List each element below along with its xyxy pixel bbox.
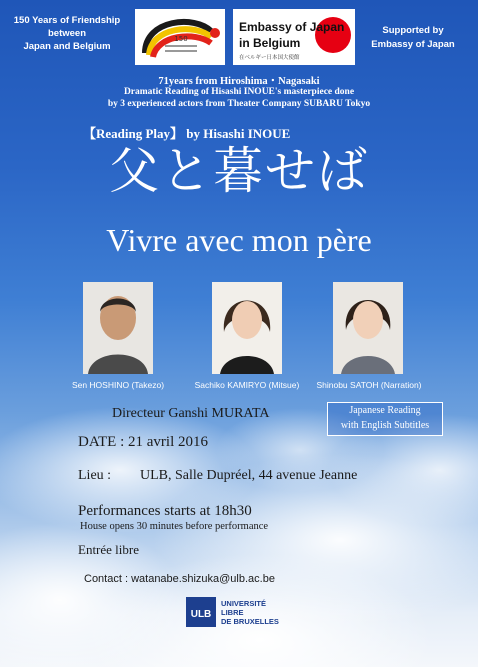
venue-value: ULB, Salle Dupréel, 44 avenue Jeanne [140, 468, 358, 483]
performance-time: Performances starts at 18h30 [78, 503, 252, 519]
anniversary-logo [135, 9, 225, 65]
supported-text [358, 24, 468, 52]
supported-line-2: Embassy of Japan [371, 39, 455, 50]
friendship-text [6, 14, 128, 53]
reading-subtitles-box [327, 402, 443, 436]
reading-box-line-1: Japanese Reading [349, 405, 421, 416]
reading-box-line-2: with English Subtitles [340, 420, 430, 431]
title-french: Vivre avec mon père [106, 222, 372, 258]
venue-label: Lieu : [78, 468, 112, 483]
entry-free: Entrée libre [78, 542, 139, 557]
embassy-logo [233, 9, 355, 65]
house-opens: House opens 30 minutes before performance [80, 521, 269, 532]
cast-photo-hoshino [83, 282, 153, 374]
cast-caption-1: Sen HOSHINO (Takezo) [71, 380, 165, 390]
subtitle-line-3: by 3 experienced actors from Theater Company SUBARU Tokyo [107, 99, 371, 109]
embassy-logo-line2: in Belgium [239, 36, 301, 50]
cast-caption-3: Shinobu SATOH (Narration) [316, 380, 422, 390]
title-japanese: 父と暮せば [109, 142, 369, 200]
contact-email[interactable]: Contact : watanabe.shizuka@ulb.ac.be [84, 573, 275, 585]
embassy-logo-jp: 在ベルギー日本国大使館 [239, 55, 300, 61]
cast-caption-2: Sachiko KAMIRYO (Mitsue) [194, 380, 300, 390]
friendship-line-2: between [47, 28, 86, 39]
ulb-logo-line1: UNIVERSITÉ [221, 599, 267, 608]
friendship-line-3: Japan and Belgium [23, 41, 111, 52]
cast-photo-kamiryo [212, 282, 282, 374]
event-date: DATE : 21 avril 2016 [78, 434, 208, 450]
director: Directeur Ganshi MURATA [112, 406, 270, 421]
supported-line-1: Supported by [382, 25, 444, 36]
ulb-logo-line2: LIBRE [221, 608, 244, 617]
embassy-logo-line1: Embassy of Japan [239, 20, 345, 34]
ulb-logo [186, 597, 282, 634]
ulb-logo-line3: DE BRUXELLES [221, 617, 279, 626]
cast-photo-satoh [333, 282, 403, 374]
reading-play-label: 【Reading Play】 by Hisashi INOUE [83, 126, 291, 141]
subtitle-line-2: Dramatic Reading of Hisashi INOUE's masterpiece done [123, 87, 355, 97]
anniversary-logo-text: 150 [174, 35, 188, 43]
friendship-line-1: 150 Years of Friendship [13, 15, 121, 26]
subtitle-line-1: 71years from Hiroshima・Nagasaki [158, 76, 320, 87]
ulb-logo-abbr: ULB [190, 609, 212, 620]
